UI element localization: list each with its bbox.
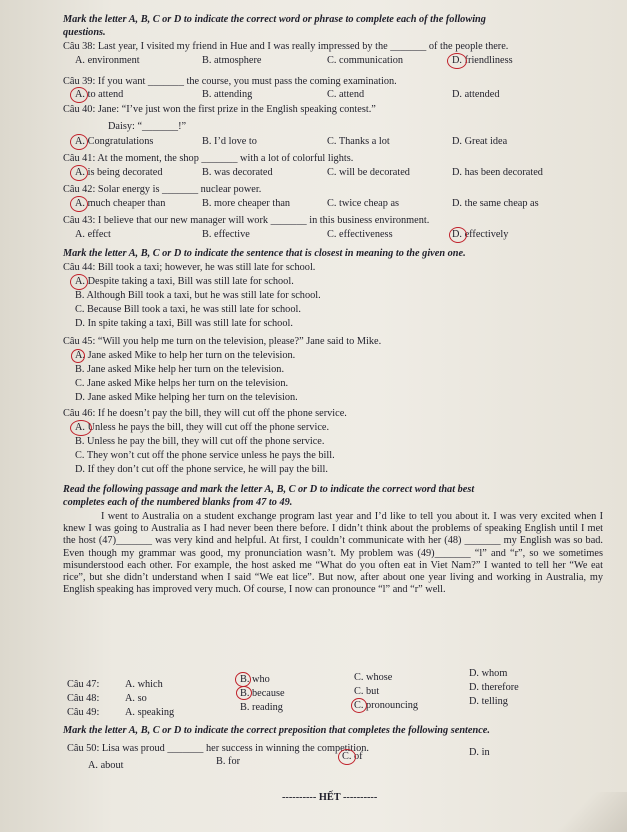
- q40-option-d: D. Great idea: [452, 136, 508, 147]
- answer-mark-46: [70, 420, 92, 436]
- q47-option-c: C. whose: [354, 672, 393, 683]
- answer-mark-40: [70, 134, 88, 150]
- q44-option-c: C. Because Bill took a taxi, he was still late for school.: [75, 304, 301, 315]
- q39-option-d: D. attended: [452, 89, 500, 100]
- q50-option-b: B. for: [216, 756, 241, 767]
- q41-option-a: A. is being decorated: [75, 167, 163, 178]
- q38-option-b: B. atmosphere: [202, 55, 262, 66]
- q40-option-b: B. I’d love to: [202, 136, 257, 147]
- q40-option-a: A. Congratulations: [75, 136, 154, 147]
- q44-option-b: B. Although Bill took a taxi, but he was still late for school.: [75, 290, 321, 301]
- question-40: Câu 40: Jane: “I’ve just won the first prize in the English speaking contest.”: [63, 104, 376, 115]
- q47-label: Câu 47:: [67, 679, 100, 690]
- answer-mark-47: [235, 672, 251, 687]
- q45-option-a: A. Jane asked Mike to help her turn on the television.: [75, 350, 296, 361]
- q48-option-a: A. so: [125, 693, 147, 704]
- q45-option-d: D. Jane asked Mike helping her turn on the television.: [75, 392, 298, 403]
- q48-option-c: C. but: [354, 686, 380, 697]
- question-38: Câu 38: Last year, I visited my friend in Hue and I was really impressed by the _______ of the people there.: [63, 41, 509, 52]
- instruction-3-cont: completes each of the numbered blanks from 47 to 49.: [63, 497, 293, 508]
- question-41: Câu 41: At the moment, the shop _______ with a lot of colorful lights.: [63, 153, 354, 164]
- answer-mark-49: [351, 698, 367, 713]
- instruction-3: Read the following passage and mark the letter A, B, C or D to indicate the correct word that best: [63, 484, 475, 495]
- q47-option-a: A. which: [125, 679, 163, 690]
- passage-text: I went to Australia on a student exchange program last year and I’d like to tell you about it. I was very excited when I knew I was going to Australia as I had never been there before. I didn’t think about the problems of speaking English until I met the host (47)_______ was very kind and helpful. At first, I couldn’t communicate with her (48) _______ my English was so bad. Even though my grammar was good, my pronunciation wasn’t. My problem was (49)_______ “l” and “r”, so we sometimes misunderstood each other. For example, the host asked me “What do you often eat in Viet Nam?” I wanted to tell her “We eat rice”, but she didn’t understand when I said “We eat lice”. But now, after about one year living and working in Australia, my English speaking has improved very much. Of course, I now can pronounce “l” and “r” well.: [63, 511, 603, 596]
- q47-option-b: B. who: [240, 674, 270, 685]
- instruction-2: Mark the letter A, B, C or D to indicate the sentence that is closest in meaning to the given one.: [63, 248, 466, 259]
- answer-mark-44: [70, 274, 88, 290]
- end-marker: ---------- HẾT ----------: [282, 792, 378, 803]
- q48-option-d: D. therefore: [469, 682, 519, 693]
- instruction-1: Mark the letter A, B, C or D to indicate the correct word or phrase to complete each of the following: [63, 14, 486, 25]
- q45-option-c: C. Jane asked Mike helps her turn on the television.: [75, 378, 289, 389]
- q39-option-c: C. attend: [327, 89, 365, 100]
- q50-option-c: C. of: [342, 751, 363, 762]
- q38-option-a: A. environment: [75, 55, 140, 66]
- q42-option-a: A. much cheaper than: [75, 198, 166, 209]
- q42-option-c: C. twice cheap as: [327, 198, 400, 209]
- question-50: Câu 50: Lisa was proud _______ her success in winning the competition.: [67, 743, 369, 754]
- q39-option-b: B. attending: [202, 89, 253, 100]
- q41-option-d: D. has been decorated: [452, 167, 543, 178]
- question-39: Câu 39: If you want _______ the course, you must pass the coming examination.: [63, 76, 397, 87]
- q48-option-b: B. because: [240, 688, 285, 699]
- answer-mark-41: [70, 165, 88, 181]
- question-43: Câu 43: I believe that our new manager will work _______ in this business environment.: [63, 215, 430, 226]
- q41-option-b: B. was decorated: [202, 167, 273, 178]
- q46-option-b: B. Unless he pay the bill, they will cut off the phone service.: [75, 436, 325, 447]
- q44-option-d: D. In spite taking a taxi, Bill was still late for school.: [75, 318, 293, 329]
- q48-label: Câu 48:: [67, 693, 100, 704]
- answer-mark-42: [70, 196, 88, 212]
- q43-option-d: D. effectively: [452, 229, 509, 240]
- q38-option-d: D. friendliness: [452, 55, 513, 66]
- answer-mark-39: [70, 87, 88, 103]
- question-45: Câu 45: “Will you help me turn on the television, please?” Jane said to Mike.: [63, 336, 382, 347]
- q42-option-d: D. the same cheap as: [452, 198, 539, 209]
- answer-mark-38: [447, 53, 467, 69]
- q42-option-b: B. more cheaper than: [202, 198, 291, 209]
- q46-option-c: C. They won’t cut off the phone service unless he pays the bill.: [75, 450, 335, 461]
- q46-option-d: D. If they don’t cut off the phone service, he will pay the bill.: [75, 464, 328, 475]
- answer-mark-50: [338, 749, 356, 765]
- q38-option-c: C. communication: [327, 55, 404, 66]
- q43-option-a: A. effect: [75, 229, 111, 240]
- q50-option-a: A. about: [88, 760, 124, 771]
- answer-mark-45: [71, 349, 85, 363]
- q49-option-c: C. pronouncing: [354, 700, 419, 711]
- q43-option-c: C. effectiveness: [327, 229, 393, 240]
- reading-passage: [63, 511, 603, 596]
- question-42: Câu 42: Solar energy is _______ nuclear power.: [63, 184, 262, 195]
- q40-daisy-line: Daisy: “_______!”: [108, 121, 187, 132]
- q47-option-d: D. whom: [469, 668, 508, 679]
- answer-mark-48: [236, 686, 252, 700]
- page-shadow: [547, 792, 627, 832]
- question-44: Câu 44: Bill took a taxi; however, he was still late for school.: [63, 262, 316, 273]
- question-46: Câu 46: If he doesn’t pay the bill, they will cut off the phone service.: [63, 408, 347, 419]
- q43-option-b: B. effective: [202, 229, 250, 240]
- q49-option-a: A. speaking: [125, 707, 175, 718]
- q40-option-c: C. Thanks a lot: [327, 136, 390, 147]
- q49-option-d: D. telling: [469, 696, 508, 707]
- answer-mark-43: [449, 227, 467, 243]
- q46-option-a: A. Unless he pays the bill, they will cut off the phone service.: [75, 422, 330, 433]
- instruction-1-cont: questions.: [63, 27, 106, 38]
- q44-option-a: A. Despite taking a taxi, Bill was still late for school.: [75, 276, 294, 287]
- q49-option-b: B. reading: [240, 702, 283, 713]
- q39-option-a: A. to attend: [75, 89, 124, 100]
- q45-option-b: B. Jane asked Mike help her turn on the television.: [75, 364, 285, 375]
- q50-option-d: D. in: [469, 747, 490, 758]
- q49-label: Câu 49:: [67, 707, 100, 718]
- instruction-4: Mark the letter A, B, C or D to indicate the correct preposition that completes the following sentence.: [63, 725, 490, 736]
- q41-option-c: C. will be decorated: [327, 167, 410, 178]
